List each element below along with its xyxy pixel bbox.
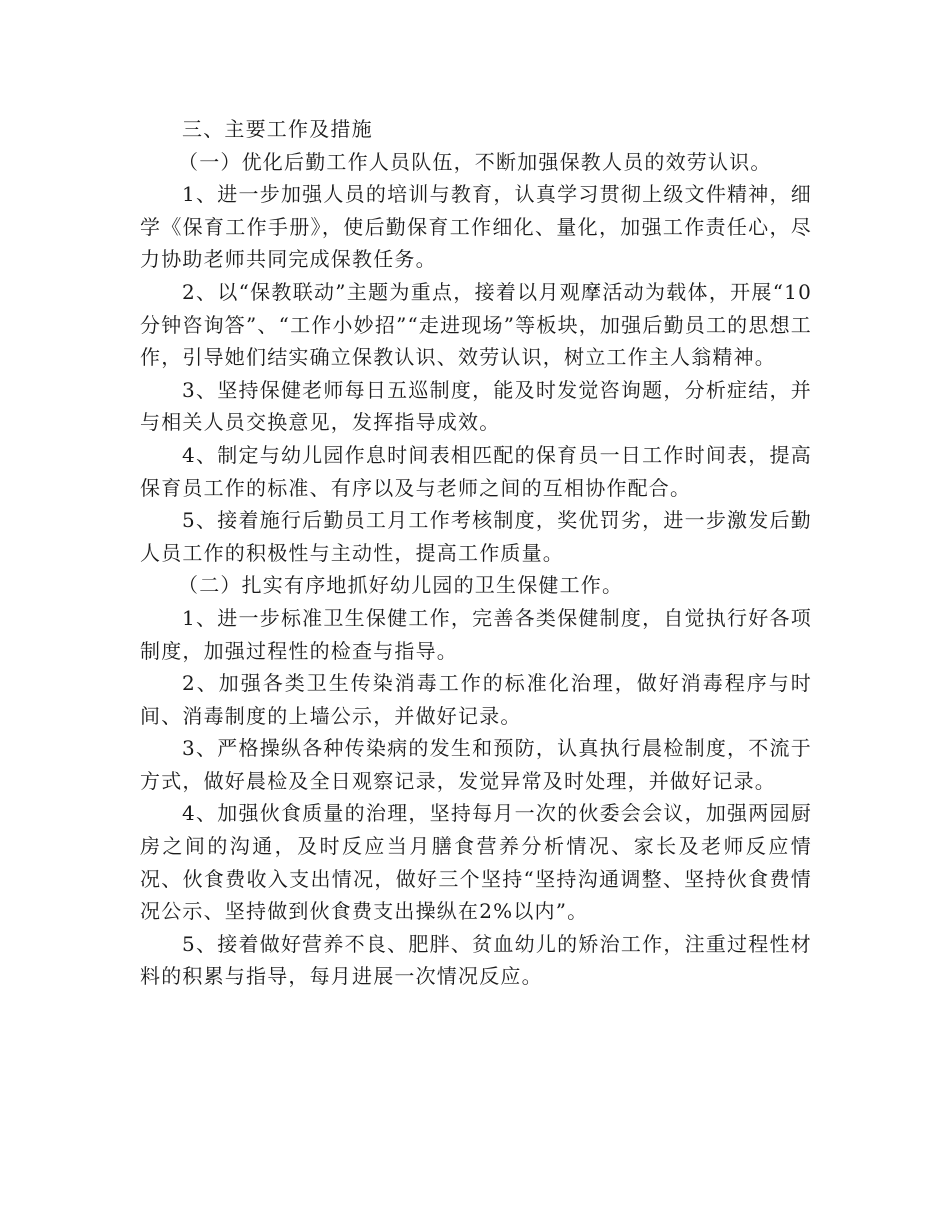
- part2-item-4: 4、加强伙食质量的治理，坚持每月一次的伙委会会议，加强两园厨房之间的沟通，及时反应当月膳食营养分析情况、家长及老师反应情况、伙食费收入支出情况，做好三个坚持“坚持沟通调整、坚持伙食费情况公示、坚持做到伙食费支出操纵在2%以内”。: [140, 801, 812, 924]
- part2-item-3: 3、严格操纵各种传染病的发生和预防，认真执行晨检制度，不流于方式，做好晨检及全日观察记录，发觉异常及时处理，并做好记录。: [140, 736, 812, 793]
- part2-item-5: 5、接着做好营养不良、肥胖、贫血幼儿的矫治工作，注重过程性材料的积累与指导，每月进展一次情况反应。: [140, 931, 812, 989]
- part1-title: （一）优化后勤工作人员队伍，不断加强保教人员的效劳认识。: [178, 149, 772, 174]
- part2-item-1: 1、进一步标准卫生保健工作，完善各类保健制度，自觉执行好各项制度，加强过程性的检查与指导。: [140, 605, 812, 663]
- part1-item-5: 5、接着施行后勤员工月工作考核制度，奖优罚劣，进一步激发后勤人员工作的积极性与主动性，提高工作质量。: [140, 508, 812, 565]
- part1-item-3: 3、坚持保健老师每日五巡制度，能及时发觉咨询题，分析症结，并与相关人员交换意见，发挥指导成效。: [140, 377, 812, 435]
- part2-title: （二）扎实有序地抓好幼儿园的卫生保健工作。: [178, 573, 624, 598]
- section-title: 三、主要工作及措施: [182, 117, 373, 141]
- part2-item-2: 2、加强各类卫生传染消毒工作的标准化治理，做好消毒程序与时间、消毒制度的上墙公示，并做好记录。: [140, 671, 812, 728]
- part1-item-4: 4、制定与幼儿园作息时间表相匹配的保育员一日工作时间表，提高保育员工作的标准、有序以及与老师之间的互相协作配合。: [140, 442, 812, 500]
- part1-item-2: 2、以“保教联动”主题为重点，接着以月观摩活动为载体，开展“10分钟咨询答”、“工作小妙招”“走进现场”等板块，加强后勤员工的思想工作，引导她们结实确立保教认识、效劳认识，树立工作主人翁精神。: [140, 279, 812, 370]
- part1-item-1: 1、进一步加强人员的培训与教育，认真学习贯彻上级文件精神，细学《保育工作手册》，使后勤保育工作细化、量化，加强工作责任心，尽力协助老师共同完成保教任务。: [140, 182, 812, 272]
- document-body: [140, 113, 812, 993]
